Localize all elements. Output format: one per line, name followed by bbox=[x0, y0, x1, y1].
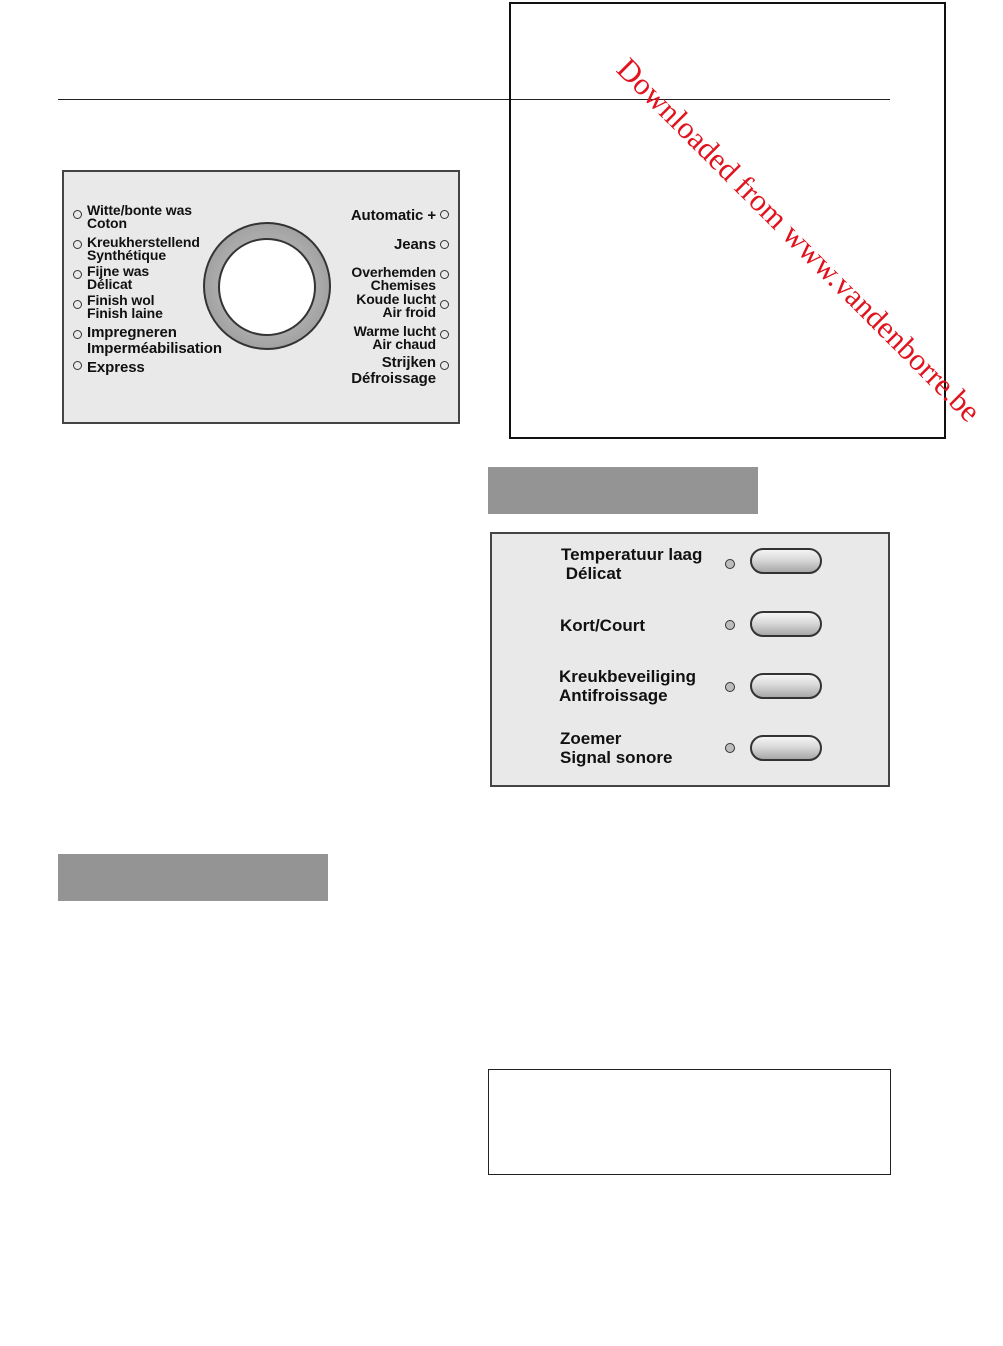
program-indicator-right-5 bbox=[440, 361, 449, 370]
program-indicator-right-1 bbox=[440, 240, 449, 249]
program-indicator-left-5 bbox=[73, 361, 82, 370]
program-label-line1: Jeans bbox=[393, 236, 436, 253]
option-label-line1: Temperatuur laag bbox=[561, 545, 703, 564]
program-indicator-right-2 bbox=[440, 270, 449, 279]
option-label-2 bbox=[559, 667, 696, 705]
option-label-line1: Kreukbeveiliging bbox=[559, 667, 696, 686]
option-label-line1: Kort/Court bbox=[560, 616, 645, 635]
program-indicator-left-3 bbox=[73, 300, 82, 309]
option-led-3 bbox=[725, 743, 735, 753]
section-heading-bar bbox=[488, 467, 758, 514]
program-label-line1: Automatic + bbox=[350, 207, 436, 224]
program-label-line2: Défroissage bbox=[351, 370, 436, 387]
program-label-left-5[interactable] bbox=[87, 361, 145, 374]
option-button-3[interactable] bbox=[750, 735, 822, 761]
note-box bbox=[488, 1069, 891, 1175]
option-label-1 bbox=[560, 616, 645, 635]
option-button-0[interactable] bbox=[750, 548, 822, 574]
option-label-line1: Zoemer bbox=[560, 729, 622, 748]
program-indicator-right-0 bbox=[440, 210, 449, 219]
program-knob-center[interactable] bbox=[218, 238, 316, 336]
program-label-left-0[interactable] bbox=[87, 204, 192, 230]
program-indicator-left-4 bbox=[73, 330, 82, 339]
program-label-line1: Express bbox=[87, 359, 145, 376]
watermark-box bbox=[509, 2, 946, 439]
program-label-line1: Impregneren bbox=[87, 324, 177, 341]
option-led-2 bbox=[725, 682, 735, 692]
program-label-line1: Strijken bbox=[381, 354, 436, 371]
option-label-line2: Antifroissage bbox=[559, 686, 668, 705]
program-label-right-5[interactable] bbox=[351, 355, 436, 387]
program-label-line1: Overhemden bbox=[351, 264, 436, 280]
option-led-1 bbox=[725, 620, 735, 630]
program-label-right-0[interactable] bbox=[351, 209, 436, 222]
program-label-right-1[interactable] bbox=[394, 238, 436, 251]
program-label-line2: Imperméabilisation bbox=[87, 340, 222, 357]
option-label-0 bbox=[561, 545, 702, 583]
option-label-3 bbox=[560, 729, 672, 767]
program-indicator-right-4 bbox=[440, 330, 449, 339]
program-label-line2: Coton bbox=[87, 215, 127, 231]
program-indicator-left-2 bbox=[73, 270, 82, 279]
program-label-line2: Synthétique bbox=[87, 247, 167, 263]
section-heading-bar bbox=[58, 854, 328, 901]
program-label-line1: Kreukherstellend bbox=[87, 234, 200, 250]
program-label-line2: Air chaud bbox=[372, 336, 436, 352]
program-indicator-left-0 bbox=[73, 210, 82, 219]
program-label-right-3[interactable] bbox=[356, 293, 436, 319]
option-button-2[interactable] bbox=[750, 673, 822, 699]
program-label-line1: Fijne was bbox=[87, 263, 150, 279]
program-label-line1: Warme lucht bbox=[353, 323, 436, 339]
program-label-right-4[interactable] bbox=[354, 325, 436, 351]
program-label-line1: Finish wol bbox=[87, 292, 155, 308]
program-indicator-right-3 bbox=[440, 300, 449, 309]
program-label-line1: Witte/bonte was bbox=[87, 202, 192, 218]
program-label-left-3[interactable] bbox=[87, 294, 163, 320]
program-label-left-1[interactable] bbox=[87, 236, 200, 262]
program-label-line2: Chemises bbox=[370, 277, 436, 293]
program-label-right-2[interactable] bbox=[351, 266, 436, 292]
option-button-1[interactable] bbox=[750, 611, 822, 637]
option-led-0 bbox=[725, 559, 735, 569]
option-label-line2: Signal sonore bbox=[560, 748, 673, 767]
program-label-left-4[interactable] bbox=[87, 325, 222, 357]
program-label-line2: Air froid bbox=[382, 304, 436, 320]
program-label-left-2[interactable] bbox=[87, 265, 149, 291]
program-label-line1: Koude lucht bbox=[356, 291, 436, 307]
option-label-line2: Délicat bbox=[561, 564, 622, 583]
program-label-line2: Finish laine bbox=[87, 305, 163, 321]
watermark-text: Downloaded from www.vandenborre.be bbox=[610, 50, 988, 429]
program-label-line2: Délicat bbox=[87, 276, 133, 292]
program-indicator-left-1 bbox=[73, 240, 82, 249]
